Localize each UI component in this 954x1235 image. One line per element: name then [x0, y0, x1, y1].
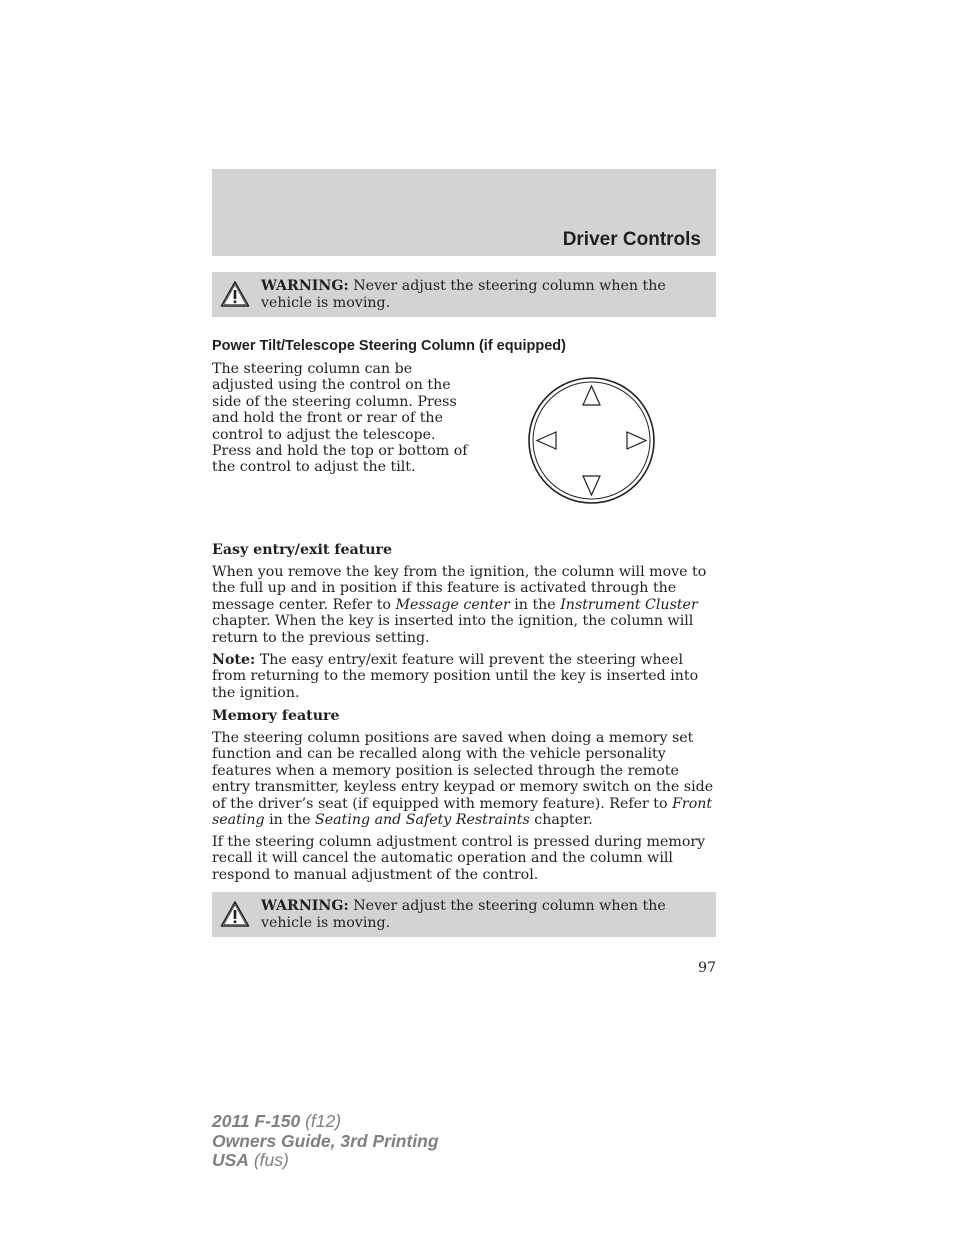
warning-text-bottom [261, 898, 707, 931]
page-title: Driver Controls [562, 229, 701, 250]
footer-edition-info [212, 1112, 439, 1171]
warning-label: WARNING: [261, 278, 349, 294]
footer-line-2: Owners Guide, 3rd Printing [212, 1130, 439, 1151]
intro-line: Press and hold the top or bottom of [212, 443, 468, 460]
memory-paragraph: The steering column positions are saved when doing a memory set function and can be recalled along with the vehicle personality features when a memory position is selected through the remote entry transmitter, keyless entry keypad or memory switch on the side of the driver’s seat (if equipped with memory feature). Refer to Front seating in the Seating and Safety Restraints chapter. [212, 730, 714, 829]
intro-paragraph [212, 361, 482, 476]
note-paragraph: Note: The easy entry/exit feature will prevent the steering wheel from returning to the memory position until the key is inserted into the ignition. [212, 652, 699, 701]
xref-seating-restraints: Seating and Safety Restraints [315, 812, 530, 829]
intro-line: the control to adjust the tilt. [212, 459, 416, 476]
easy-entry-paragraph: When you remove the key from the ignition, the column will move to the full up and in position if this feature is activated through the message center. Refer to Message center in the Instrument Cluster chapter. When the key is inserted into the ignition, the column will return to the previous setting. [212, 564, 707, 646]
footer-line-3: USA (fus) [212, 1150, 289, 1170]
warning-box-bottom [212, 892, 716, 937]
warning-box-top [212, 272, 716, 317]
warning-message: Never adjust the steering column when the vehicle is moving. [261, 898, 666, 931]
easy-entry-heading: Easy entry/exit feature [212, 542, 393, 558]
warning-text-top [261, 278, 707, 311]
warning-icon [220, 280, 250, 308]
warning-message: Never adjust the steering column when the vehicle is moving. [261, 278, 666, 311]
xref-message-center: Message center [395, 596, 510, 613]
footer-line-1: 2011 F-150 (f12) [212, 1111, 342, 1131]
intro-line: and hold the front or rear of the [212, 410, 443, 427]
xref-front-seating: Front seating [212, 795, 713, 829]
steering-column-control-illustration [528, 377, 655, 504]
page-number: 97 [698, 960, 716, 976]
intro-line: side of the steering column. Press [212, 393, 457, 410]
memory-heading: Memory feature [212, 708, 340, 724]
section-title: Power Tilt/Telescope Steering Column (if equipped) [212, 338, 566, 354]
warning-icon [220, 900, 250, 928]
intro-line: adjusted using the control on the [212, 377, 451, 394]
xref-instrument-cluster: Instrument Cluster [560, 596, 698, 613]
warning-label: WARNING: [261, 898, 349, 914]
note-label: Note: [212, 652, 256, 668]
memory-recall-paragraph: If the steering column adjustment control is pressed during memory recall it will cancel the automatic operation and the column will respond to manual adjustment of the control. [212, 834, 706, 883]
intro-line: control to adjust the telescope. [212, 426, 436, 443]
intro-line: The steering column can be [212, 361, 413, 377]
